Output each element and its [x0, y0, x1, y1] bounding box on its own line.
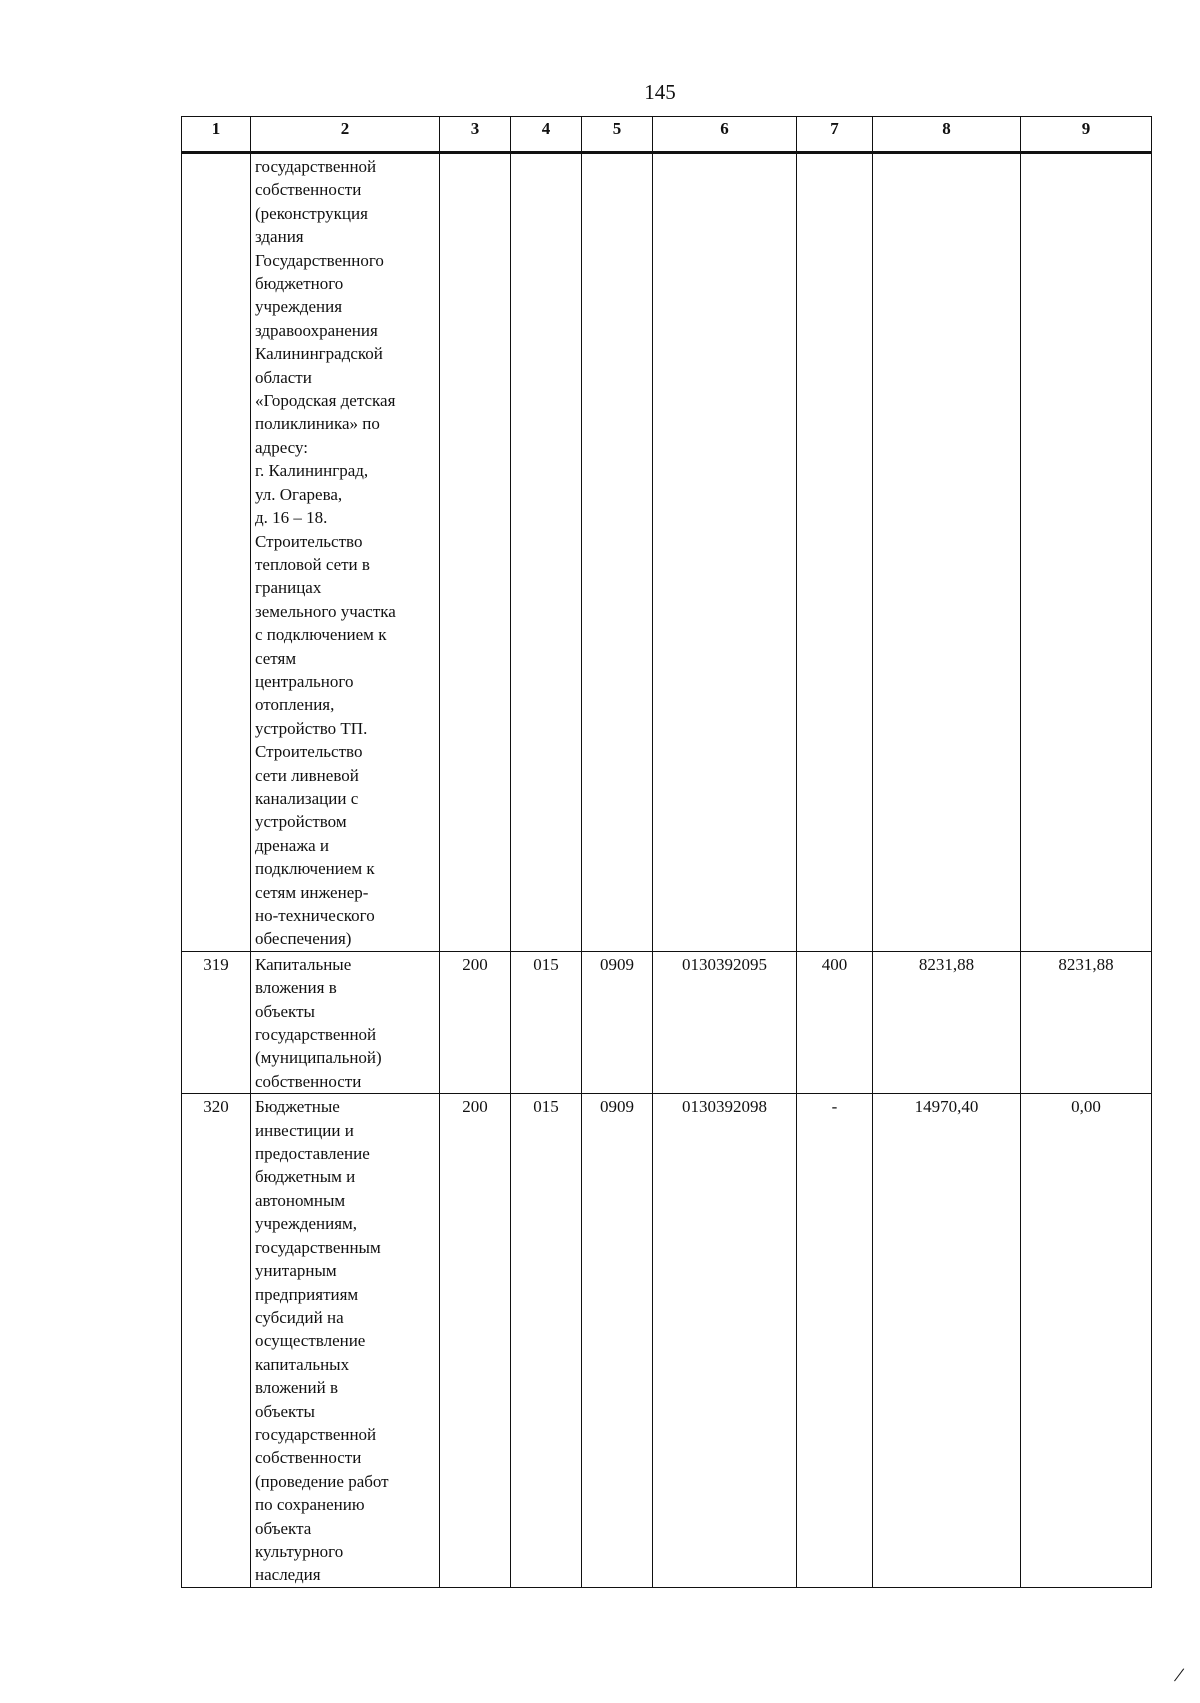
- cell-col9: [1021, 153, 1152, 952]
- cell-col5: 0909: [582, 951, 653, 1093]
- description-line: Строительство: [255, 531, 363, 551]
- budget-table: [181, 116, 1152, 1588]
- description-line: объекта: [255, 1518, 312, 1538]
- description-line: государственным: [255, 1237, 381, 1257]
- description-line: границах: [255, 578, 322, 598]
- description-line: Бюджетные: [255, 1097, 340, 1117]
- description-line: бюджетным и: [255, 1167, 356, 1187]
- column-header: 3: [440, 117, 511, 153]
- description-line: сети ливневой: [255, 765, 359, 785]
- cell-col8: 8231,88: [873, 951, 1021, 1093]
- description-line: дренажа и: [255, 835, 329, 855]
- description-line: Государственного: [255, 250, 384, 270]
- description-line: «Городская детская: [255, 391, 396, 411]
- cell-col3: 200: [440, 1094, 511, 1588]
- description-line: объекты: [255, 1401, 315, 1421]
- description-line: инвестиции и: [255, 1120, 354, 1140]
- description-line: Калининградской: [255, 344, 383, 364]
- description-line: государственной: [255, 1025, 377, 1045]
- description-line: земельного участка: [255, 601, 396, 621]
- description-line: подключением к: [255, 859, 375, 879]
- description-line: обеспечения): [255, 929, 352, 949]
- description-line: государственной: [255, 157, 377, 176]
- row-description-cell: [251, 1094, 440, 1588]
- signature-mark: /: [1172, 1661, 1186, 1688]
- description-line: предприятиям: [255, 1284, 359, 1304]
- description-line: канализации с: [255, 788, 359, 808]
- cell-col6: [653, 153, 797, 952]
- row-number-cell: 320: [182, 1094, 251, 1588]
- cell-col5: 0909: [582, 1094, 653, 1588]
- row-number-cell: 319: [182, 951, 251, 1093]
- description-line: (проведение работ: [255, 1471, 389, 1491]
- description-line: с подключением к: [255, 625, 387, 645]
- description-line: объекты: [255, 1001, 315, 1021]
- table-row: [182, 153, 1152, 952]
- description-line: центрального: [255, 671, 354, 691]
- cell-col9: 8231,88: [1021, 951, 1152, 1093]
- column-header: 5: [582, 117, 653, 153]
- cell-col3: 200: [440, 951, 511, 1093]
- description-line: отопления,: [255, 695, 335, 715]
- description-line: субсидий на: [255, 1307, 344, 1327]
- description-line: адресу:: [255, 437, 308, 457]
- column-header: 4: [511, 117, 582, 153]
- cell-col9: 0,00: [1021, 1094, 1152, 1588]
- column-header: 1: [182, 117, 251, 153]
- column-header: 6: [653, 117, 797, 153]
- cell-col5: [582, 153, 653, 952]
- description-line: д. 16 – 18.: [255, 508, 328, 528]
- description-line: области: [255, 367, 312, 387]
- cell-col7: 400: [797, 951, 873, 1093]
- cell-col7: [797, 153, 873, 952]
- table-header-row: [182, 117, 1152, 153]
- description-line: наследия: [255, 1565, 321, 1585]
- cell-col6: 0130392098: [653, 1094, 797, 1588]
- cell-col8: 14970,40: [873, 1094, 1021, 1588]
- table-row: [182, 1094, 1152, 1588]
- description-line: но-технического: [255, 906, 375, 925]
- row-description-cell: [251, 951, 440, 1093]
- description-line: по сохранению: [255, 1495, 365, 1515]
- description-line: государственной: [255, 1424, 377, 1444]
- description-line: вложений в: [255, 1378, 338, 1398]
- row-description-cell: [251, 153, 440, 952]
- description-line: сетям: [255, 648, 297, 668]
- description-line: поликлиника» по: [255, 414, 380, 434]
- description-line: сетям инженер-: [255, 882, 369, 902]
- cell-col4: 015: [511, 1094, 582, 1588]
- cell-col8: [873, 153, 1021, 952]
- description-line: бюджетного: [255, 274, 344, 294]
- description-line: осуществление: [255, 1331, 366, 1351]
- description-line: унитарным: [255, 1261, 337, 1281]
- description-line: Капитальные: [255, 954, 352, 974]
- cell-col7: -: [797, 1094, 873, 1588]
- description-line: учреждениям,: [255, 1214, 358, 1234]
- description-line: автономным: [255, 1190, 346, 1210]
- cell-col6: 0130392095: [653, 951, 797, 1093]
- column-header: 2: [251, 117, 440, 153]
- column-header: 9: [1021, 117, 1152, 153]
- description-line: собственности: [255, 1071, 362, 1091]
- column-header: 7: [797, 117, 873, 153]
- description-line: тепловой сети в: [255, 554, 370, 574]
- description-line: (муниципальной): [255, 1048, 382, 1068]
- description-line: капитальных: [255, 1354, 350, 1374]
- cell-col4: 015: [511, 951, 582, 1093]
- column-header: 8: [873, 117, 1021, 153]
- description-line: учреждения: [255, 297, 343, 317]
- description-line: культурного: [255, 1541, 344, 1561]
- description-line: устройство ТП.: [255, 718, 368, 738]
- description-line: Строительство: [255, 742, 363, 762]
- cell-col4: [511, 153, 582, 952]
- description-line: вложения в: [255, 978, 337, 998]
- table-row: [182, 951, 1152, 1093]
- description-line: здания: [255, 227, 304, 247]
- description-line: ул. Огарева,: [255, 484, 343, 504]
- description-line: собственности: [255, 180, 362, 200]
- description-line: (реконструкция: [255, 203, 368, 223]
- description-line: г. Калининград,: [255, 461, 369, 481]
- page-number: 145: [644, 80, 676, 104]
- cell-col3: [440, 153, 511, 952]
- description-line: собственности: [255, 1448, 362, 1468]
- row-number-cell: [182, 153, 251, 952]
- description-line: предоставление: [255, 1144, 370, 1164]
- description-line: устройством: [255, 812, 347, 832]
- description-line: здравоохранения: [255, 320, 378, 340]
